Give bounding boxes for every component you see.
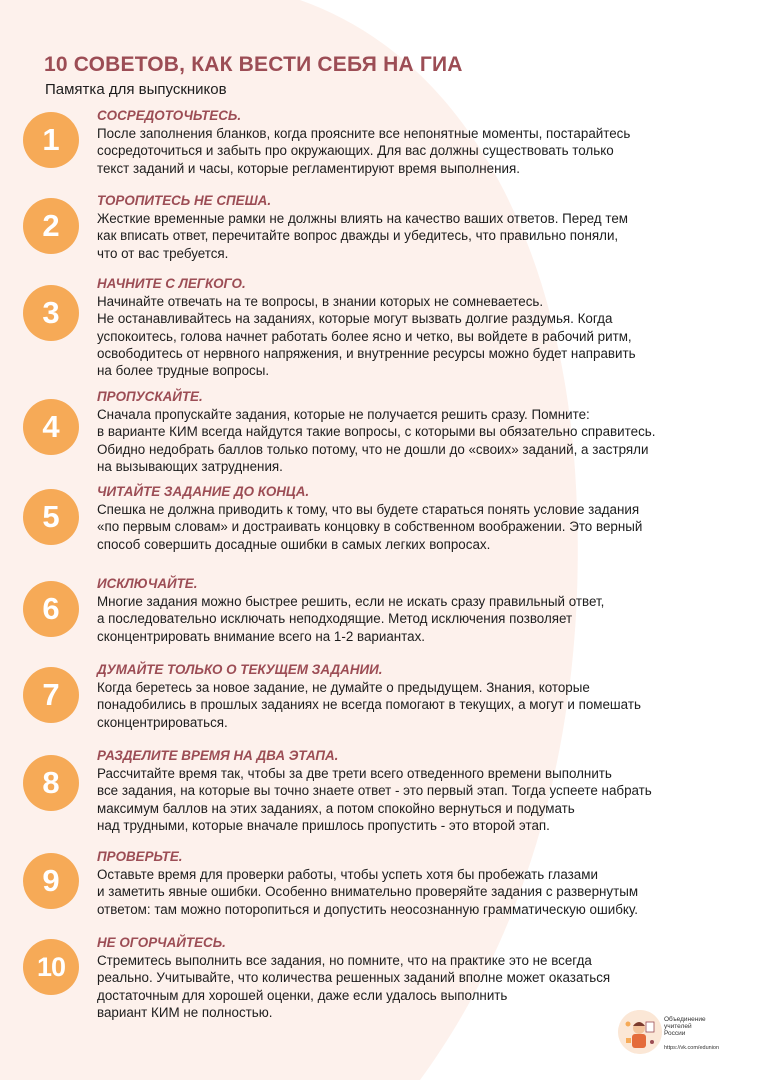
tip-text-line: ответом: там можно поторопиться и допустить неосознанную грамматическую ошибку. (97, 901, 638, 917)
tip-text-line: реально. Учитывайте, что количества решенных заданий вполне может оказаться (97, 970, 611, 986)
logo-illustration-icon (618, 1010, 662, 1054)
page-subtitle: Памятка для выпускников (45, 81, 227, 98)
tip-heading: СОСРЕДОТОЧЬТЕСЬ. (97, 108, 242, 123)
tip-number-badge: 4 (23, 399, 79, 455)
tip-text-line: сосредоточиться и забыть про окружающих. Для вас должны существовать только (97, 143, 614, 159)
tip-text (97, 679, 747, 731)
tip-item (0, 193, 763, 262)
logo-url[interactable]: https://vk.com/edunion (664, 1045, 720, 1051)
tip-text-line: как вписать ответ, перечитайте вопрос дважды и убедитесь, что правильно поняли, (97, 228, 619, 244)
tip-heading: НЕ ОГОРЧАЙТЕСЬ. (97, 935, 226, 950)
tip-item (0, 276, 763, 380)
tip-text-line: сконцентрировать внимание всего на 1-2 вариантах. (97, 628, 426, 644)
tip-heading: ЧИТАЙТЕ ЗАДАНИЕ ДО КОНЦА. (97, 484, 310, 499)
tip-heading: ИСКЛЮЧАЙТЕ. (97, 576, 198, 591)
tip-text-line: Обидно недобрать баллов только потому, что не дошли до «своих» заданий, а застряли (97, 441, 649, 457)
tip-number-badge: 10 (23, 939, 79, 995)
tip-item (0, 849, 763, 918)
tip-text-line: вариант КИМ не полностью. (97, 1004, 273, 1020)
tip-text-line: в варианте КИМ всегда найдутся такие вопросы, с которыми вы обязательно справитесь. (97, 424, 656, 440)
tip-heading: ПРОВЕРЬТЕ. (97, 849, 183, 864)
tip-text-line: и заметить явные ошибки. Особенно внимательно проверяйте задания с развернутым (97, 884, 639, 900)
tip-text-line: Когда беретесь за новое задание, не думайте о предыдущем. Знания, которые (97, 680, 590, 695)
tip-text-line: все задания, на которые вы точно знаете ответ - это первый этап. Тогда успеете набрать (97, 783, 652, 799)
tip-text-line: Рассчитайте время так, чтобы за две трети всего отведенного времени выполнить (97, 766, 612, 781)
tip-heading: ТОРОПИТЕСЬ НЕ СПЕША. (97, 193, 272, 208)
tip-number-badge: 1 (23, 112, 79, 168)
tip-text-line: достаточным для хорошей оценки, даже если удалось выполнить (97, 987, 508, 1003)
tip-number-badge: 7 (23, 667, 79, 723)
page-title: 10 СОВЕТОВ, КАК ВЕСТИ СЕБЯ НА ГИА (44, 53, 463, 76)
tip-text-line: Начинайте отвечать на те вопросы, в знании которых не сомневаетесь. (97, 294, 544, 309)
tip-text-line: Сначала пропускайте задания, которые не получается решить сразу. Помните: (97, 407, 590, 422)
tip-text (97, 210, 747, 262)
tip-text-line: Не останавливайтесь на заданиях, которые могут вызвать долгие раздумья. Когда (97, 311, 613, 327)
tip-text-line: успокоитесь, голова начнет работать более ясно и четко, вы войдете в рабочий ритм, (97, 328, 632, 344)
tip-item (0, 748, 763, 834)
tip-text-line: освободитесь от нервного напряжения, и внутренние ресурсы можно будет направить (97, 345, 636, 361)
tip-text-line: После заполнения бланков, когда проясните все непонятные моменты, постарайтесь (97, 126, 631, 141)
tip-text-line: Многие задания можно быстрее решить, если не искать сразу правильный ответ, (97, 594, 605, 609)
tip-text-line: способ совершить досадные ошибки в самых легких вопросах. (97, 536, 491, 552)
tip-text-line: на вызывающих затруднения. (97, 458, 283, 474)
tip-text-line: «по первым словам» и достраивать концовку в собственном воображении. Это верный (97, 519, 643, 535)
tip-text-line: над трудными, которые вначале пришлось пропустить - это второй этап. (97, 817, 550, 833)
tip-text (97, 125, 747, 177)
tip-text-line: Спешка не должна приводить к тому, что вы будете стараться понять условие задания (97, 502, 640, 517)
tip-text (97, 293, 747, 379)
tip-text-line: Жесткие временные рамки не должны влиять на качество ваших ответов. Перед тем (97, 211, 628, 226)
tip-number-badge: 2 (23, 198, 79, 254)
tip-heading: НАЧНИТЕ С ЛЕГКОГО. (97, 276, 246, 291)
tip-text (97, 593, 747, 645)
tip-heading: ПРОПУСКАЙТЕ. (97, 389, 203, 404)
tip-text-line: на более трудные вопросы. (97, 363, 270, 379)
tip-text-line: понадобились в прошлых заданиях не всегда помогают в текущих, а могут и помешать (97, 697, 641, 713)
tip-text-line: Стремитесь выполнить все задания, но помните, что на практике это не всегда (97, 953, 592, 968)
tip-text (97, 501, 747, 553)
tip-number-badge: 9 (23, 853, 79, 909)
tip-item (0, 576, 763, 645)
tip-number-badge: 8 (23, 755, 79, 811)
tip-item (0, 484, 763, 553)
tip-text-line: а последовательно исключать неподходящие. Метод исключения позволяет (97, 611, 573, 627)
tip-text-line: максимум баллов на этих заданиях, а потом спокойно вернуться и подумать (97, 800, 575, 816)
tip-text-line: что от вас требуется. (97, 245, 229, 261)
tip-text (97, 406, 747, 475)
logo-text: Объединение учителей России (664, 1016, 706, 1037)
tip-number-badge: 6 (23, 581, 79, 637)
tip-item (0, 389, 763, 475)
tip-text-line: Оставьте время для проверки работы, чтобы успеть хотя бы пробежать глазами (97, 867, 598, 882)
tip-text-line: сконцентрироваться. (97, 714, 228, 730)
tip-text-line: текст заданий и часы, которые регламентируют время выполнения. (97, 160, 520, 176)
organization-logo (612, 1008, 740, 1060)
tip-number-badge: 5 (23, 489, 79, 545)
tip-text (97, 866, 747, 918)
tip-heading: РАЗДЕЛИТЕ ВРЕМЯ НА ДВА ЭТАПА. (97, 748, 339, 763)
tip-item (0, 108, 763, 177)
tip-number-badge: 3 (23, 285, 79, 341)
tip-item (0, 662, 763, 731)
tip-text (97, 765, 747, 834)
tip-heading: ДУМАЙТЕ ТОЛЬКО О ТЕКУЩЕМ ЗАДАНИИ. (97, 662, 383, 677)
